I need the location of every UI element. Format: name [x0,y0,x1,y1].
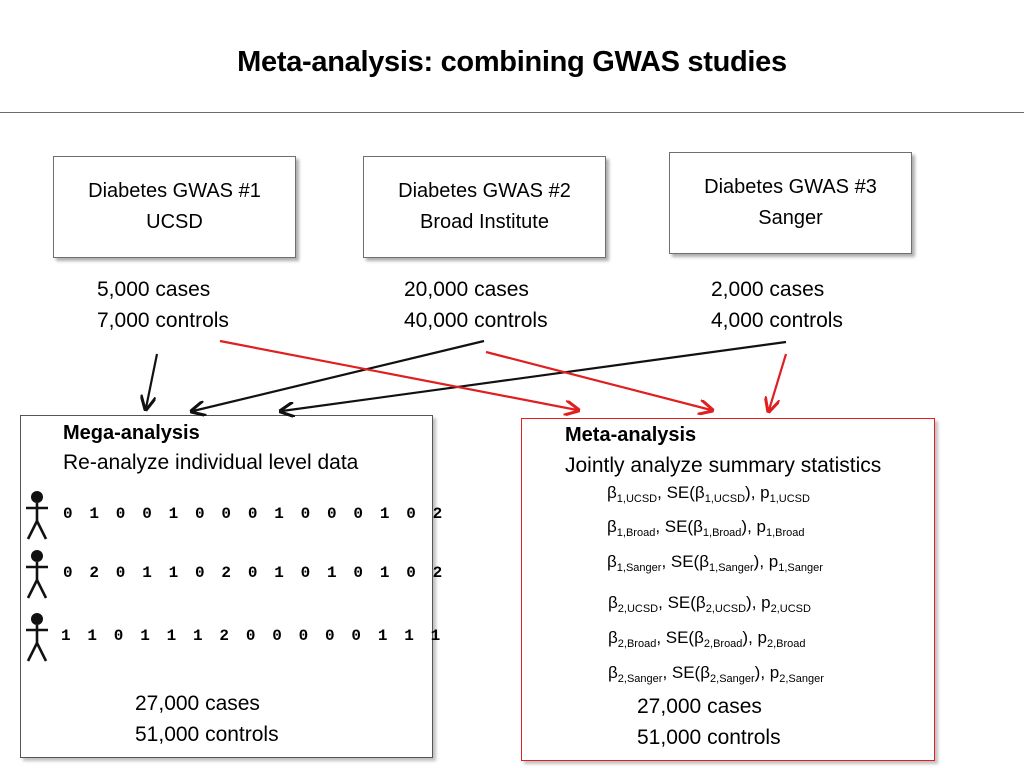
arrow-sanger-to-meta [769,354,786,410]
genotype-row: 1 1 0 1 1 1 2 0 0 0 0 0 1 1 1 [61,627,444,645]
arrow-ucsd-to-mega [146,354,157,408]
summary-stat-line: $\beta_{1,UCSD}$, $SE(\beta_{1,UCSD})$, $p_{1,UCSD}$ [607,483,810,505]
study-name: Diabetes GWAS #3 [704,176,877,198]
arrow-broad-to-meta [486,352,711,410]
total-controls: 51,000 controls [135,723,279,746]
study-site: Sanger [758,207,823,229]
study-name: Diabetes GWAS #1 [88,180,261,202]
page-title: Meta-analysis: combining GWAS studies [237,46,787,78]
cases-count: 20,000 cases [404,278,529,301]
genotype-row: 0 1 0 0 1 0 0 0 1 0 0 0 1 0 2 [63,505,446,523]
study-site: UCSD [146,211,203,233]
cases-count: 2,000 cases [711,278,825,301]
controls-count: 4,000 controls [711,309,843,332]
summary-stat-line: $\beta_{2,Broad}$, $SE(\beta_{2,Broad})$, $p_{2,Broad}$ [608,628,806,650]
total-cases: 27,000 cases [637,695,762,718]
mega-analysis-description: Re-analyze individual level data [63,451,359,474]
study-name: Diabetes GWAS #2 [398,180,571,202]
summary-stat-line: $\beta_{1,Sanger}$, $SE(\beta_{1,Sanger})$, $p_{1,Sanger}$ [607,552,823,574]
mega-analysis-heading: Mega-analysis [63,422,200,444]
genotype-row: 0 2 0 1 1 0 2 0 1 0 1 0 1 0 2 [63,564,446,582]
summary-stat-line: $\beta_{2,Sanger}$, $SE(\beta_{2,Sanger})$, $p_{2,Sanger}$ [608,663,824,685]
total-controls: 51,000 controls [637,726,781,749]
arrow-broad-to-mega [193,341,484,411]
controls-count: 7,000 controls [97,309,229,332]
study-site: Broad Institute [420,211,549,233]
summary-stat-line: $\beta_{2,UCSD}$, $SE(\beta_{2,UCSD})$, $p_{2,UCSD}$ [608,593,811,615]
arrow-ucsd-to-meta [220,341,577,410]
summary-stat-line: $\beta_{1,Broad}$, $SE(\beta_{1,Broad})$, $p_{1,Broad}$ [607,517,805,539]
total-cases: 27,000 cases [135,692,260,715]
meta-analysis-description: Jointly analyze summary statistics [565,454,882,477]
cases-count: 5,000 cases [97,278,211,301]
controls-count: 40,000 controls [404,309,548,332]
meta-analysis-heading: Meta-analysis [565,424,697,446]
